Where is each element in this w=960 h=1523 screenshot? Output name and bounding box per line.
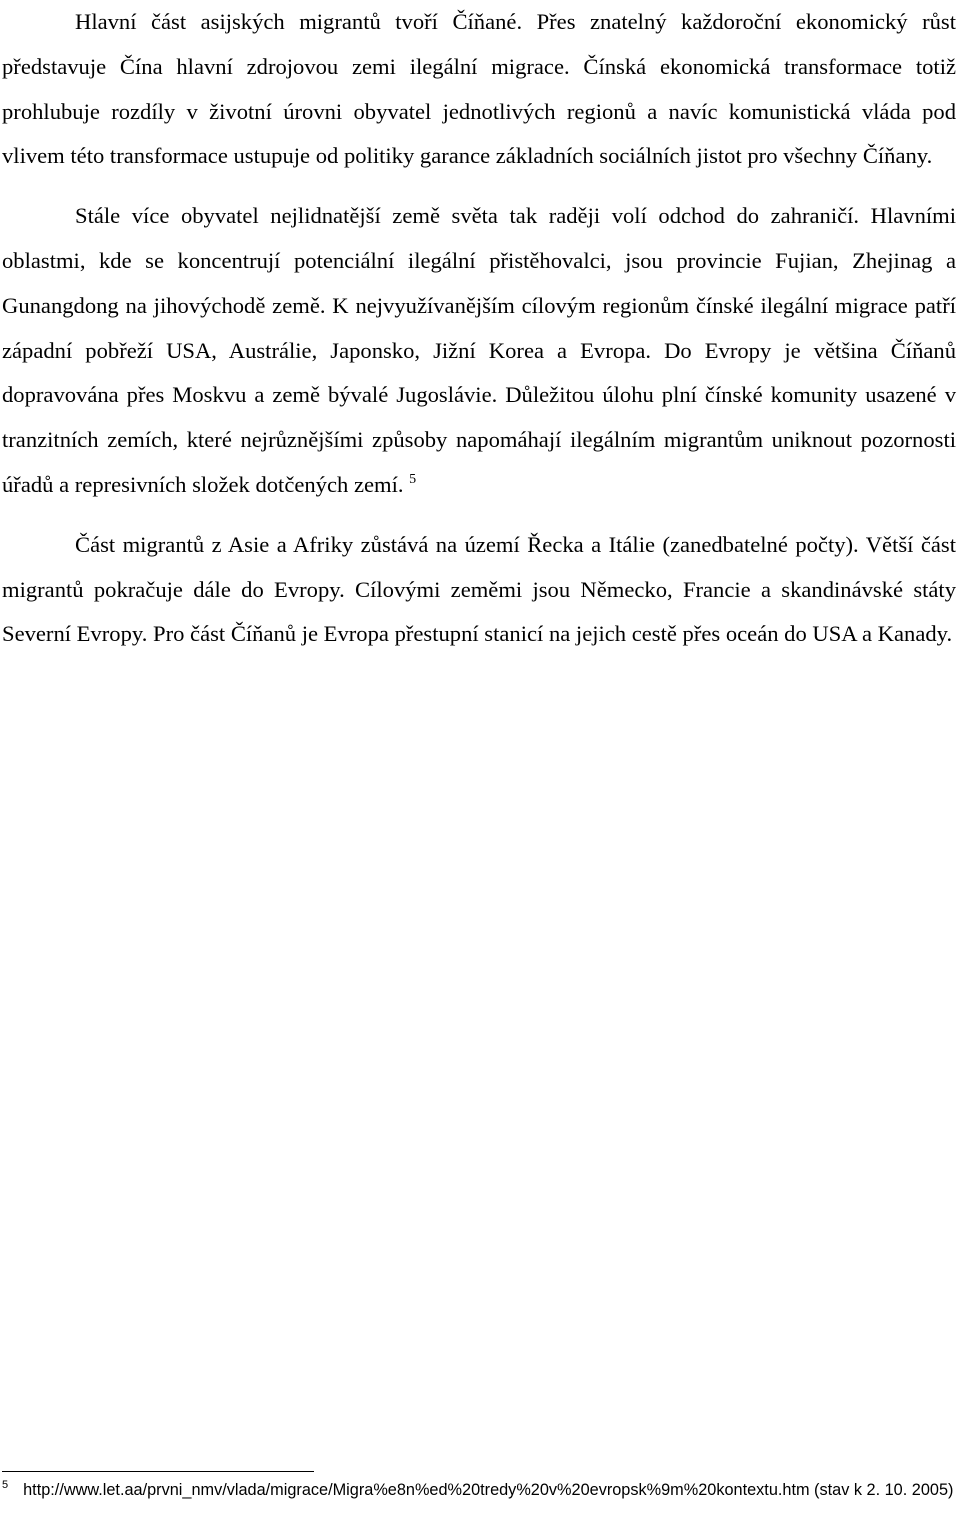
footnote-number: 5 <box>2 1479 9 1491</box>
paragraph-3-text: Část migrantů z Asie a Afriky zůstává na území Řecka a Itálie (zanedbatelné počty). Větší část migrantů pokračuje dále do Evropy. Cílovými zeměmi jsou Německo, Francie a skandinávské státy Severní Evropy. Pro část Číňanů je Evropa přestupní stanicí na jejich cestě přes oceán do USA a Kanady. <box>2 531 956 647</box>
paragraph-1-text: Hlavní část asijských migrantů tvoří Číňané. Přes znatelný každoroční ekonomický růst představuje Čína hlavní zdrojovou zemi ilegální migrace. Čínská ekonomická transformace totiž prohlubuje rozdíly v životní úrovni obyvatel jednotlivých regionů a navíc komunistická vláda pod vlivem této transformace ustupuje od politiky garance základních sociálních jistot pro všechny Číňany. <box>2 9 956 169</box>
paragraph-2 <box>2 194 956 508</box>
footnote-separator <box>2 1471 314 1472</box>
document-body <box>2 0 956 657</box>
paragraph-3 <box>2 523 956 657</box>
footnote-reference[interactable]: 5 <box>409 471 417 487</box>
paragraph-1 <box>2 0 956 179</box>
footnote <box>2 1480 956 1501</box>
footnote-text[interactable]: http://www.let.aa/prvni_nmv/vlada/migrace/Migra%e8n%ed%20tredy%20v%20evropsk%9m%20kontextu.htm (stav k 2. 10. 2005) <box>23 1481 954 1499</box>
paragraph-2-text: Stále více obyvatel nejlidnatější země světa tak raději volí odchod do zahraničí. Hlavními oblastmi, kde se koncentrují potenciální ilegální přistěhovalci, jsou provincie Fujian, Zhejinag a Gunangdong na jihovýchodě země. K nejvyužívanějším cílovým regionům čínské ilegální migrace patří západní pobřeží USA, Austrálie, Japonsko, Jižní Korea a Evropa. Do Evropy je většina Číňanů dopravována přes Moskvu a země bývalé Jugoslávie. Důležitou úlohu plní čínské komunity usazené v tranzitních zemích, které nejrůznějšími způsoby napomáhají ilegálním migrantům uniknout pozornosti úřadů a represivních složek dotčených zemí. <box>2 203 956 497</box>
